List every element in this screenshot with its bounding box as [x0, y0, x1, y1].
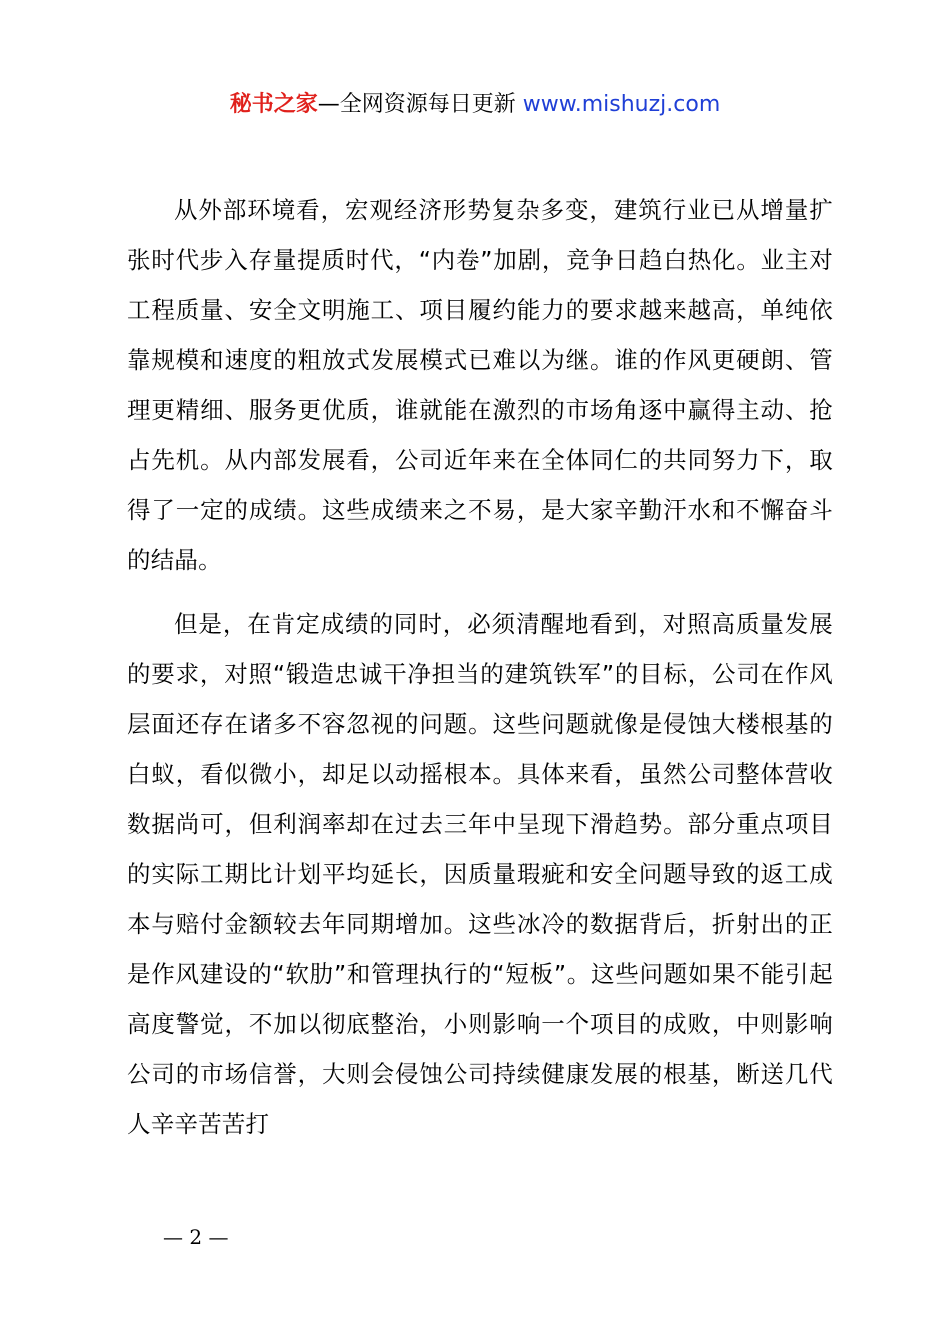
paragraph-1: 从外部环境看，宏观经济形势复杂多变，建筑行业已从增量扩张时代步入存量提质时代，“内卷”加剧，竞争日趋白热化。业主对工程质量、安全文明施工、项目履约能力的要求越来越高，单纯依靠规模和速度的粗放式发展模式已难以为继。谁的作风更硬朗、管理更精细、服务更优质，谁就能在激烈的市场角逐中赢得主动、抢占先机。从内部发展看，公司近年来在全体同仁的共同努力下，取得了一定的成绩。这些成绩来之不易，是大家辛勤汗水和不懈奋斗的结晶。: [127, 196, 833, 574]
page-number: — 2 —: [163, 1225, 229, 1249]
paragraph-2: 但是，在肯定成绩的同时，必须清醒地看到，对照高质量发展的要求，对照“锻造忠诚干净担当的建筑铁军”的目标，公司在作风层面还存在诸多不容忽视的问题。这些问题就像是侵蚀大楼根基的白蚁，看似微小，却足以动摇根本。具体来看，虽然公司整体营收数据尚可，但利润率却在过去三年中呈现下滑趋势。部分重点项目的实际工期比计划平均延长，因质量瑕疵和安全问题导致的返工成本与赔付金额较去年同期增加。这些冰冷的数据背后，折射出的正是作风建设的“软肋”和管理执行的“短板”。这些问题如果不能引起高度警觉，不加以彻底整治，小则影响一个项目的成败，中则影响公司的市场信誉，大则会侵蚀公司持续健康发展的根基，断送几代人辛辛苦苦打: [127, 610, 833, 1138]
header-tagline: —全网资源每日更新: [317, 92, 523, 117]
document-body: [127, 185, 833, 1163]
header-brand: 秘书之家: [229, 92, 318, 117]
page-header: [0, 88, 950, 122]
header-url-link[interactable]: www.mishuzj.com: [522, 92, 721, 117]
